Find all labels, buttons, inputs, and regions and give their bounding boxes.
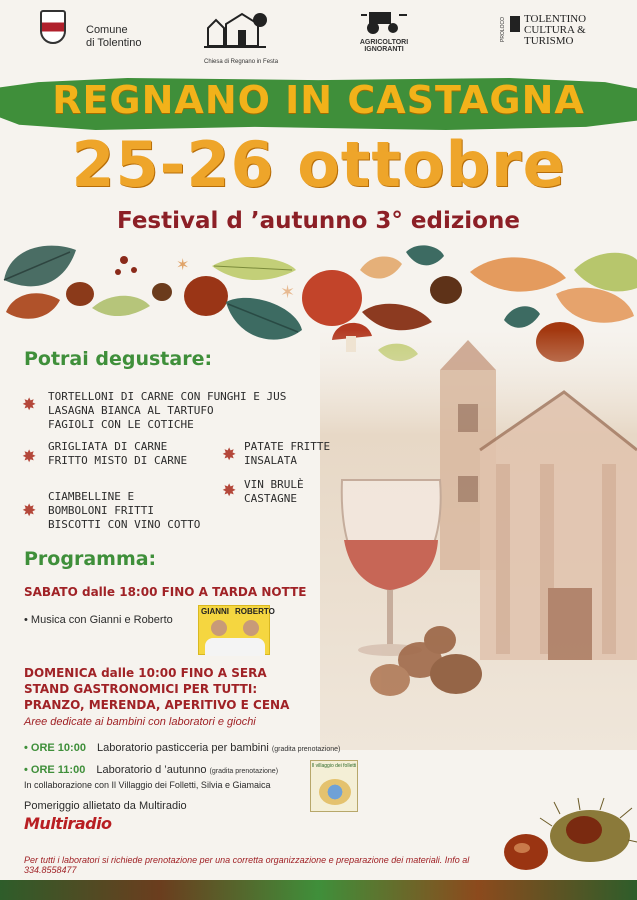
berry-icon — [115, 269, 121, 275]
apple-icon — [302, 270, 362, 326]
photo-name-roberto: ROBERTO — [235, 607, 275, 616]
villaggio-folletti-badge — [310, 760, 358, 812]
menu-group-3 — [244, 440, 330, 468]
star-bullet-icon: ✸ — [22, 447, 37, 466]
event-subtitle: Festival d ’autunno 3° edizione — [117, 208, 520, 234]
leaf-icon — [6, 293, 60, 319]
church-facade — [480, 392, 637, 660]
event-dates: 25-26 ottobre — [71, 128, 566, 201]
star-bullet-icon: ✸ — [222, 481, 237, 500]
star-bullet-icon: ✸ — [22, 395, 37, 414]
church-sketch-icon — [202, 6, 268, 52]
tolentino-line2: CULTURA & — [524, 24, 586, 36]
collab-line: In collaborazione con Il Villaggio dei Folletti, Silvia e Giamaica — [24, 780, 271, 790]
church-logo — [202, 6, 278, 65]
domenica-line: DOMENICA dalle 10:00 FINO A SERA — [24, 666, 267, 680]
proloco-label: PROLOCO — [500, 16, 506, 42]
church-watercolor-illustration — [320, 330, 637, 750]
photo-name-gianni: GIANNI — [201, 607, 229, 616]
bottom-leaf-strip — [0, 880, 637, 900]
menu-item: BOMBOLONI FRITTI — [48, 504, 154, 517]
menu-group-1 — [48, 390, 286, 432]
menu-heading: Potrai degustare: — [24, 348, 213, 370]
chestnut-burr-icon — [500, 796, 637, 880]
event-title: REGNANO IN CASTAGNA — [52, 78, 585, 122]
tractor-icon — [359, 8, 409, 34]
leaf-icon — [92, 296, 150, 316]
menu-group-2 — [48, 440, 187, 468]
lab2-row — [24, 764, 278, 776]
menu-item: INSALATA — [244, 454, 297, 467]
lab2-time: • ORE 11:00 — [24, 764, 86, 776]
agricoltori-line2: IGNORANTI — [364, 46, 404, 53]
tolentino-line1: TOLENTINO — [524, 13, 587, 25]
leaf-icon — [4, 246, 76, 287]
agricoltori-line1: AGRICOLTORI — [359, 39, 409, 46]
chestnut-icon — [66, 282, 94, 306]
proloco-mark-icon — [510, 16, 520, 32]
menu-item: CIAMBELLINE E — [48, 490, 135, 503]
star-bullet-icon: ✸ — [222, 445, 237, 464]
menu-item: CASTAGNE — [244, 492, 297, 505]
comune-line1: Comune — [86, 24, 128, 36]
lab1-time: • ORE 10:00 — [24, 742, 86, 754]
lab1-text: Laboratorio pasticceria per bambini — [97, 742, 269, 754]
multiradio-logo: Multiradio — [24, 814, 112, 833]
menu-item: FRITTO MISTO DI CARNE — [48, 454, 188, 467]
header-logos — [0, 0, 637, 72]
tolentino-line3: TURISMO — [524, 35, 574, 47]
badge-text: Il villaggio dei folletti — [311, 763, 357, 769]
church-caption: Chiesa di Regnano in Festa — [204, 59, 279, 65]
lab2-text: Laboratorio d ’autunno — [96, 764, 207, 776]
star-bullet-icon: ✸ — [22, 501, 37, 520]
comune-shield-icon — [40, 10, 66, 44]
menu-item: LASAGNA BIANCA AL TARTUFO — [48, 404, 214, 417]
aree-line: Aree dedicate ai bambini con laboratori e giochi — [24, 716, 256, 728]
acorn-icon — [152, 283, 172, 301]
menu-group-4 — [244, 478, 304, 506]
berry-icon — [120, 256, 128, 264]
stand-line: STAND GASTRONOMICI PER TUTTI: — [24, 682, 258, 696]
berry-icon — [131, 267, 137, 273]
menu-group-5 — [48, 490, 200, 532]
chestnut-icon — [184, 276, 228, 316]
tolentino-wordmark — [524, 14, 586, 47]
leaf-icon — [212, 257, 296, 280]
footer-note: Per tutti i laboratori si richiede prenotazione per una corretta organizzazione e preparazione dei materiali. Info al 334.8558477 — [24, 855, 470, 875]
leaf-icon — [556, 288, 634, 323]
lab1-note: (gradita prenotazione) — [271, 746, 341, 753]
menu-item: TORTELLONI DI CARNE CON FUNGHI E JUS — [48, 390, 287, 403]
cartoon-icon — [319, 779, 351, 805]
agricoltori-logo — [354, 8, 414, 53]
menu-item: GRIGLIATA DI CARNE — [48, 440, 168, 453]
shirts — [205, 638, 265, 656]
star-icon: ✶ — [280, 282, 296, 302]
sabato-music: • Musica con Gianni e Roberto — [24, 614, 173, 626]
pomeriggio-line: Pomeriggio allietato da Multiradio — [24, 800, 187, 812]
gianni-roberto-photo — [198, 605, 275, 655]
star-icon: ✶ — [176, 257, 190, 274]
pasti-line: PRANZO, MERENDA, APERITIVO E CENA — [24, 698, 290, 712]
leaf-icon — [470, 257, 566, 291]
leaf-icon — [504, 306, 540, 327]
comune-label — [86, 24, 141, 50]
sabato-line: SABATO dalle 18:00 FINO A TARDA NOTTE — [24, 585, 307, 599]
acorn-icon — [430, 276, 462, 304]
leaf-icon — [226, 298, 302, 340]
person-icon — [211, 620, 227, 636]
programma-heading: Programma: — [24, 548, 157, 570]
menu-item: PATATE FRITTE — [244, 440, 331, 453]
lab1-row — [24, 742, 340, 754]
comune-logo — [40, 10, 66, 44]
lab2-note: (gradita prenotazione) — [209, 768, 279, 775]
menu-item: VIN BRULÈ — [244, 478, 304, 491]
menu-item: BISCOTTI CON VINO COTTO — [48, 518, 201, 531]
leaf-icon — [406, 245, 444, 265]
person-icon — [243, 620, 259, 636]
menu-item: FAGIOLI CON LE COTICHE — [48, 418, 194, 431]
leaf-icon — [362, 304, 432, 331]
leaf-icon — [574, 253, 637, 292]
leaf-icon — [360, 256, 402, 278]
comune-line2: di Tolentino — [86, 37, 142, 49]
